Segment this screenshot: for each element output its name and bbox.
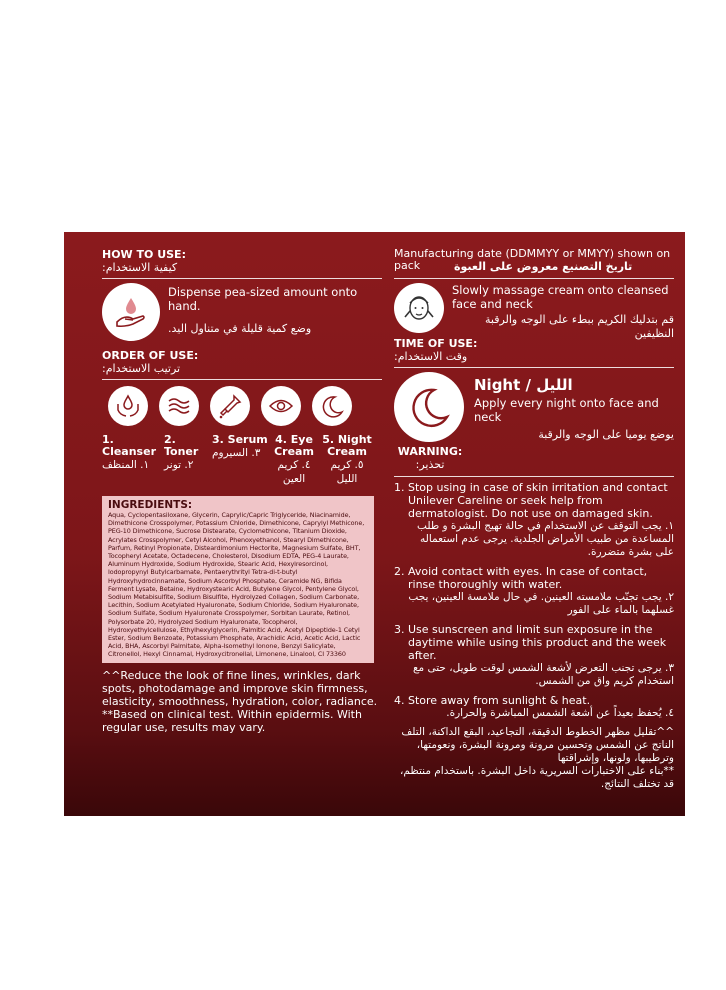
product-info-panel (64, 232, 685, 816)
massage-section (394, 283, 674, 341)
warning-title: WARNING: (397, 445, 463, 458)
hand-drop-icon (102, 283, 160, 341)
eye-icon (261, 386, 301, 426)
order-of-use-title: ORDER OF USE: (102, 349, 199, 362)
ingredients-box (102, 496, 374, 663)
massage-instruction: Slowly massage cream onto cleansed face and neck (452, 283, 669, 311)
how-to-use-instruction-ar: وضع كمية قليلة في متناول اليد. (168, 322, 312, 335)
how-to-use-section (102, 283, 382, 341)
warning-title-ar: تحذير: (415, 458, 445, 471)
right-column (394, 248, 674, 791)
night-label: Night / الليل (474, 376, 573, 394)
footnote-en-2: **Based on clinical test. Within epidermis. With regular use, results may vary. (102, 707, 362, 734)
warning-list (394, 481, 674, 720)
footnote-ar-1: ^^تقليل مظهر الخطوط الدقيقة، التجاعيد، البقع الداكنة، التلف الناتج عن الشمس وتحسين مرونة ومرونة البشرة، ونعومتها، وترطيبها، ولونها، وإشراقتها (401, 726, 674, 764)
divider (394, 367, 674, 368)
warning-item: 3. Use sunscreen and limit sun exposure in the daytime while using this product and the week after. ٣. يرجى تجنب التعرض لأشعة الشمس لوقت طويل، حتى مع استخدام كريم واق من الشمس. (394, 623, 674, 687)
step-night-cream: 5. Night Cream ٥. كريم الليل (322, 433, 372, 485)
warning-item: 4. Store away from sunlight & heat. ٤. يُحفظ بعيداً عن أشعة الشمس المباشرة والحرارة. (394, 694, 674, 719)
ingredients-title: INGREDIENTS: (108, 499, 193, 511)
divider (102, 278, 382, 279)
moon-icon (394, 372, 464, 442)
moon-icon (312, 386, 352, 426)
order-steps (102, 434, 382, 486)
divider (102, 379, 382, 380)
order-icons (108, 386, 382, 426)
how-to-use-title-ar: كيفية الاستخدام: (102, 261, 178, 274)
night-section (394, 372, 674, 472)
step-cleanser: 1. Cleanser ١. المنظف (102, 433, 156, 471)
manufacturing-date: Manufacturing date (DDMMYY or MMYY) shown on pack (394, 247, 671, 272)
time-of-use-title-ar: وقت الاستخدام: (394, 350, 468, 363)
ingredients-list: Aqua, Cyclopentasiloxane, Glycerin, Caprylic/Capric Triglyceride, Niacinamide, Dimethicone Crosspolymer, Potassium Chloride, Dimethicone, Caprylyl Methicone, PEG-10 Dimethicone, Sucrose Distearate, Cyclomethicone, Titanium Dioxide, Acrylates Crosspolymer, Cetyl Alcohol, Phenoxyethanol, Stearyl Dimethicone, Parfum, Retinyl Propionate, Disteardimonium Hectorite, Magnesium Sulfate, BHT, Tocopheryl Acetate, Octadecene, Cholesterol, Disodium EDTA, PEG-4 Laurate, Aluminum Hydroxide, Sodium Hydroxide, Stearic Acid, Hexylresorcinol, Iodopropynyl Butylcarbamate, Pentaerythrityl Tetra-di-t-butyl Hydroxyhydrocinnamate, Sodium Ascorbyl Phosphate, Ceramide NG, Bifida Ferment Lysate, Betaine, Hydroxystearic Acid, Butylene Glycol, Pentylene Glycol, Sodium Metabisulfite, Sodium Bisulfite, Hydrolyzed Collagen, Sodium Carbonate, Lecithin, Sodium Acetylated Hyaluronate, Sodium Chloride, Sodium Hyaluronate, Sodium Sulfate, Sodium Hyaluronate Crosspolymer, Sorbitan Laurate, Retinol, Polysorbate 20, Hydrolyzed Sodium Hyaluronate, Tocopherol, Hydroxyethylcellulose, Ethylhexylglycerin, Palmitic Acid, Acetyl Dipeptide-1 Cetyl Ester, Sodium Benzoate, Potassium Phosphate, Arachidic Acid, Acetic Acid, Lactic Acid, BHA, Ascorbyl Palmitate, Alpha-Isomethyl Ionone, Benzyl Salicylate, Citronellol, Hexyl Cinnamal, Hydroxycitronellal, Limonene, Linalool, CI 73360 (108, 511, 365, 659)
divider (394, 476, 674, 477)
massage-instruction-ar: قم بتدليك الكريم ببطء على الوجه والرقبة النظيفين (484, 313, 674, 340)
night-instruction: Apply every night onto face and neck (474, 396, 659, 424)
left-column (102, 248, 382, 734)
how-to-use-title: HOW TO USE: (102, 248, 186, 261)
footnote-en-1: ^^Reduce the look of fine lines, wrinkles, dark spots, photodamage and improve skin firmness, elasticity, smoothness, hydration, color, radiance. (102, 668, 378, 708)
warning-item: 1. Stop using in case of skin irritation and contact Unilever Careline or seek help from dermatologist. Do not use on damaged skin. ١. يجب التوقف عن الاستخدام في حالة تهيج البشرة و طلب المساعدة من طبيب الأمراض الجلدية. يرجى عدم استعماله على بشرة متضررة. (394, 481, 674, 558)
how-to-use-instruction: Dispense pea-sized amount onto hand. (168, 285, 358, 313)
warning-item: 2. Avoid contact with eyes. In case of contact, rinse thoroughly with water. ٢. يجب تجنّب ملامسته العينين. في حال ملامسة العينين، يجب غسلهما بالماء على الفور (394, 565, 674, 616)
order-of-use-title-ar: ترتيب الاستخدام: (102, 362, 181, 375)
step-serum: 3. Serum ٣. السيروم (212, 433, 268, 459)
step-toner: 2. Toner ٢. تونر (164, 433, 199, 471)
waves-icon (159, 386, 199, 426)
dropper-icon (210, 386, 250, 426)
night-instruction-ar: يوضع يوميا على الوجه والرقبة (538, 428, 674, 441)
hands-water-icon (108, 386, 148, 426)
divider (394, 278, 674, 279)
time-of-use-title: TIME OF USE: (394, 337, 478, 350)
manufacturing-date-ar: تاريخ التصنيع معروض على العبوة (454, 260, 633, 273)
step-eye-cream: 4. Eye Cream ٤. كريم العين (274, 433, 314, 485)
face-massage-icon (394, 283, 444, 333)
footnote-ar-2: **بناء على الاختبارات السريرية داخل البشرة. باستخدام منتظم، قد تختلف النتائج. (400, 765, 674, 790)
